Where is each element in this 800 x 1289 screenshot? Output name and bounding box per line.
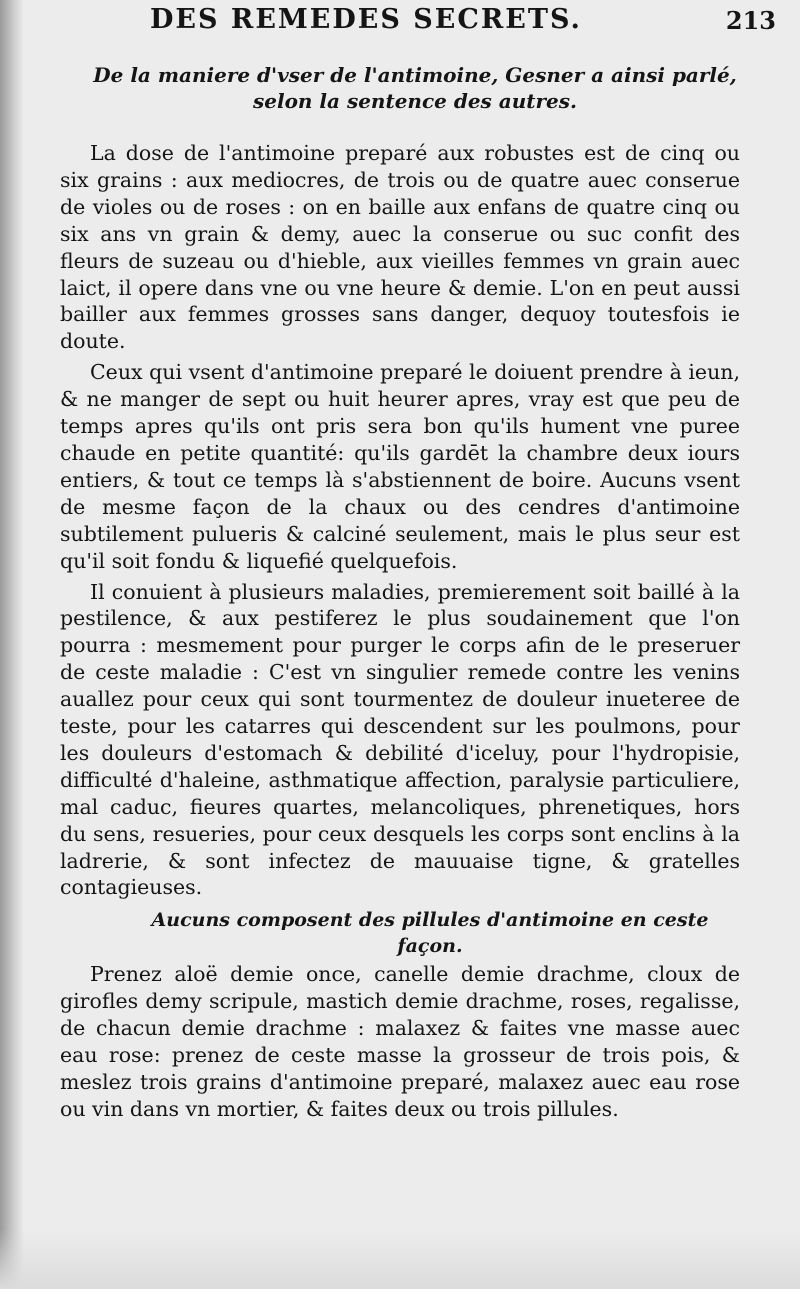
page-number: 213 — [725, 6, 776, 35]
page-bottom-shadow — [0, 1229, 800, 1289]
pills-subheading: Aucuns composent des pillules d'antimoine en ceste façon. — [151, 909, 709, 958]
section-heading: De la maniere d'vser de l'antimoine, Gesner a ainsi parlé, selon la sentence des autres. — [93, 63, 737, 113]
main-text — [60, 62, 740, 1127]
paragraph-recipe: Prenez aloë demie once, canelle demie drachme, cloux de girofles demy scripule, mastich demie drachme, roses, regalisse, de chacun demie drachme : malaxez & faites vne masse auec eau rose: prenez de ceste masse la grosseur de trois pois, & meslez trois grains d'antimoine preparé, malaxez auec eau rose ou vin dans vn mortier, & faites deux ou trois pillules. — [60, 962, 740, 1121]
page-gutter-shadow — [0, 0, 24, 1289]
paragraph-maladies: Il conuient à plusieurs maladies, premierement soit baillé à la pestilence, & aux pestiferez le plus soudainement que l'on pourra : mesmement pour purger le corps afin de le preseruer de ceste maladie : C'est vn singulier remede contre les venins auallez pour ceux qui sont tourmentez de douleur inueteree de teste, pour les catarres qui descendent sur les poulmons, pour les douleurs d'estomach & debilité d'iceluy, pour l'hydropisie, difficulté d'haleine, asthmatique affection, paralysie particuliere, mal caduc, fieures quartes, melancoliques, phrenetiques, hors du sens, resueries, pour ceux desquels les corps sont enclins à la ladrerie, & sont infectez de mauuaise tigne, & gratelles contagieuses. — [60, 579, 740, 900]
page-header — [150, 4, 780, 44]
paragraph-dose: La dose de l'antimoine preparé aux robustes est de cinq ou six grains : aux mediocres, de trois ou de quatre auec conserue de violes ou de roses : on en baille aux enfans de quatre cinq ou six ans vn grain & demy, auec la conserue ou suc confit des fleurs de suzeau ou d'hieble, aux vieilles femmes vn grain auec laict, il opere dans vne ou vne heure & demie. L'on en peut aussi bailler aux femmes grosses sans danger, dequoy toutesfois ie doute. — [60, 141, 740, 354]
running-head: DES REMEDES SECRETS. — [150, 4, 582, 35]
paragraph-usage: Ceux qui vsent d'antimoine preparé le doiuent prendre à ieun, & ne manger de sept ou huit heurer apres, vray est que peu de temps apres qu'ils ont pris sera bon qu'ils hument vne puree chaude en petite quantité: qu'ils gardēt la chambre deux iours entiers, & tout ce temps là s'abstiennent de boire. Aucuns vsent de mesme façon de la chaux ou des cendres d'antimoine subtilement pulueris & calciné seulement, mais le plus seur est qu'il soit fondu & liquefié quelquefois. — [60, 360, 740, 573]
